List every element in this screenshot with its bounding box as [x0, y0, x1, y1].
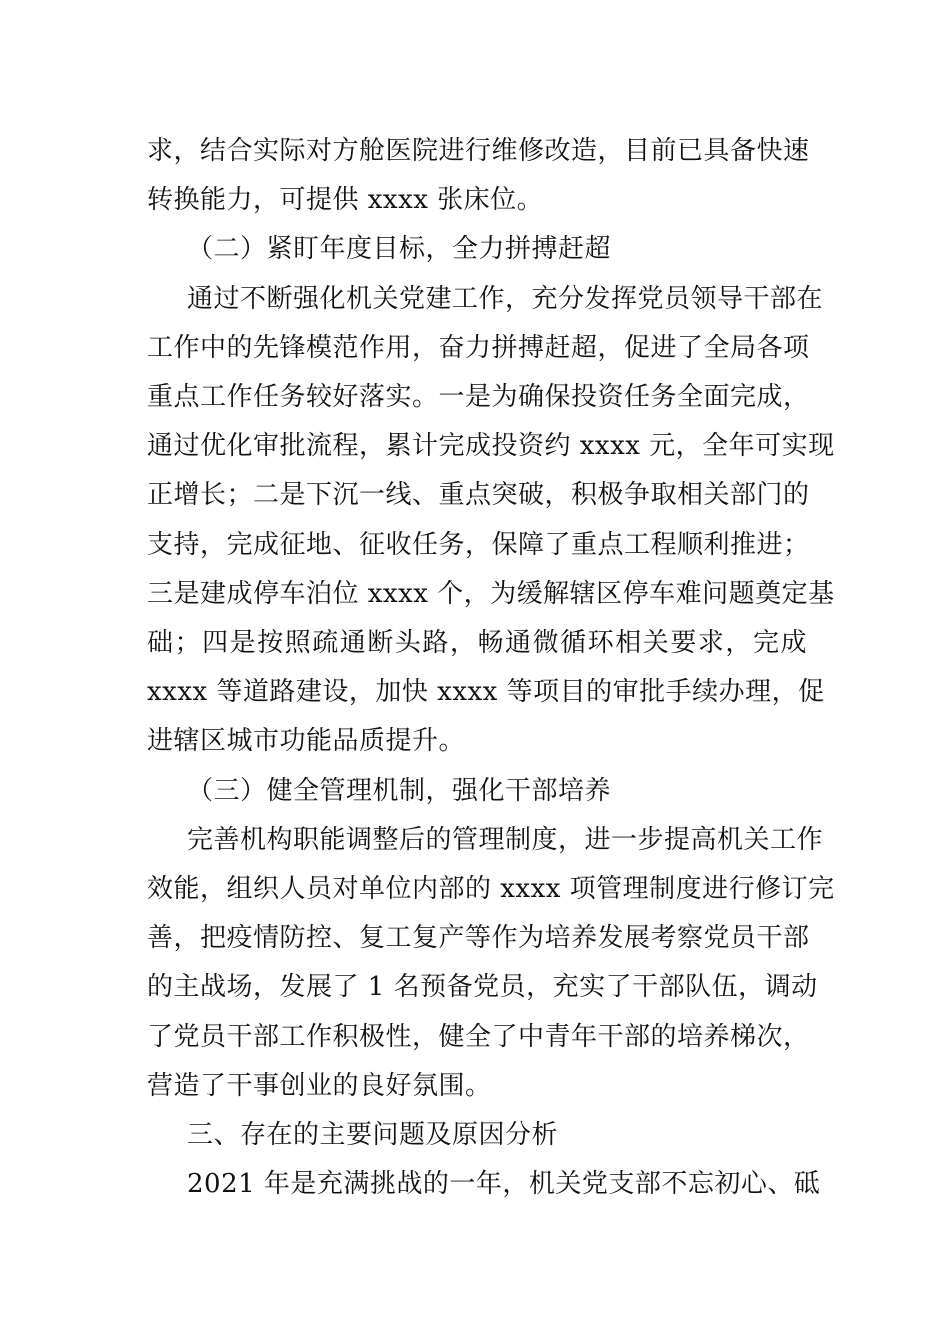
text-line: 通过不断强化机关党建工作，充分发挥党员领导干部在 [187, 283, 824, 314]
text-line: 求，结合实际对方舱医院进行维修改造，目前已具备快速 [147, 136, 810, 166]
document-body [147, 127, 835, 1209]
text-line: 善，把疫情防控、复工复产等作为培养发展考察党员干部 [147, 923, 810, 954]
text-line: 重点工作任务较好落实。一是为确保投资任务全面完成， [147, 382, 810, 413]
text-line: 的主战场，发展了 1 名预备党员，充实了干部队伍，调动 [147, 972, 818, 1003]
text-line: 进辖区城市功能品质提升。 [147, 726, 466, 757]
text-line: 工作中的先锋模范作用，奋力拼搏赶超，促进了全局各项 [147, 332, 810, 363]
text-line: 通过优化审批流程，累计完成投资约 xxxx 元，全年可实现 [147, 431, 835, 462]
paragraph-p4 [147, 1160, 821, 1209]
text-line: 三、存在的主要问题及原因分析 [187, 1120, 559, 1151]
text-line: 正增长；二是下沉一线、重点突破，积极争取相关部门的 [147, 480, 810, 511]
text-line: 了党员干部工作积极性，健全了中青年干部的培养梯次， [147, 1021, 810, 1052]
paragraph-h2 [147, 225, 807, 274]
text-line: 三是建成停车泊位 xxxx 个，为缓解辖区停车难问题奠定基 [147, 578, 835, 609]
text-line: 支持，完成征地、征收任务，保障了重点工程顺利推进； [147, 529, 810, 560]
text-line: 完善机构职能调整后的管理制度，进一步提高机关工作 [187, 824, 824, 855]
paragraph-p2 [147, 275, 835, 767]
text-line: 效能，组织人员对单位内部的 xxxx 项管理制度进行修订完 [147, 874, 835, 905]
text-line: （三）健全管理机制，强化干部培养 [187, 775, 612, 806]
text-line: 转换能力，可提供 xxxx 张床位。 [147, 185, 544, 216]
paragraph-h3 [147, 767, 807, 816]
paragraph-p1 [147, 127, 810, 225]
text-line: xxxx 等道路建设，加快 xxxx 等项目的审批手续办理，促 [147, 677, 825, 708]
text-line: 2021 年是充满挑战的一年，机关党支部不忘初心、砥 [187, 1169, 821, 1200]
paragraph-p3 [147, 816, 835, 1111]
text-line: （二）紧盯年度目标，全力拼搏赶超 [187, 234, 612, 265]
text-line: 础；四是按照疏通断头路，畅通微循环相关要求，完成 [147, 628, 807, 659]
paragraph-h-section3 [147, 1111, 807, 1160]
text-line: 营造了干事创业的良好氛围。 [147, 1070, 492, 1101]
